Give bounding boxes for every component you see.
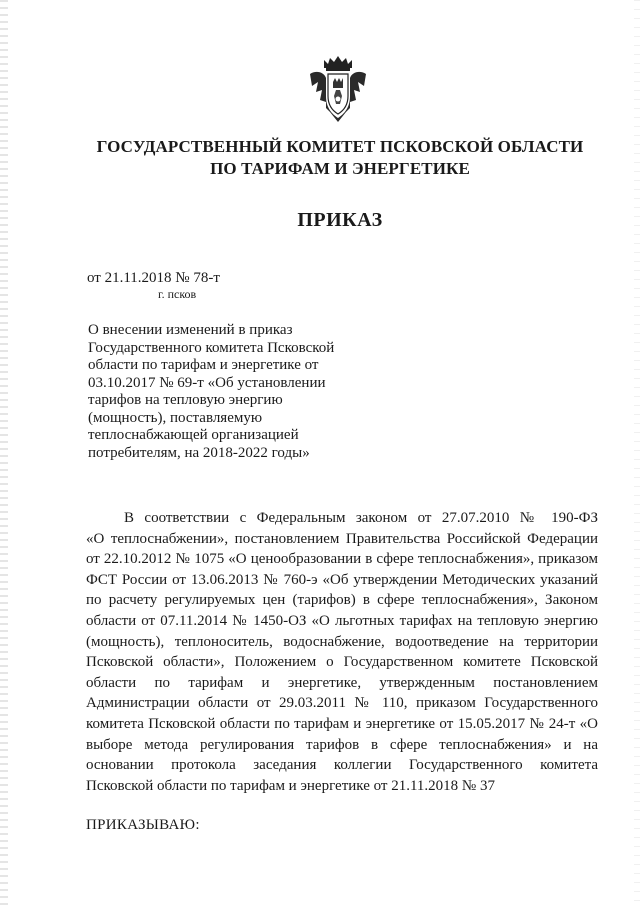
subject-line: О внесении изменений в приказ bbox=[88, 322, 293, 338]
preamble-line: комитета Псковской области по тарифам и энергетике от 15.05.2017 № 24-т «О bbox=[86, 715, 598, 732]
coat-of-arms-emblem bbox=[306, 52, 370, 124]
scan-edge-left bbox=[0, 0, 8, 905]
subject-line: теплоснабжающей организацией bbox=[88, 427, 299, 443]
organization-name-line2: ПО ТАРИФАМ И ЭНЕРГЕТИКЕ bbox=[210, 159, 470, 178]
order-command: ПРИКАЗЫВАЮ: bbox=[86, 817, 200, 833]
preamble-line: области по тарифам и энергетике, утвержденным постановлением bbox=[86, 674, 598, 691]
subject-line: тарифов на тепловую энергию bbox=[88, 392, 283, 408]
preamble-line: Администрации области от 29.03.2011 № 110, приказом Государственного bbox=[86, 695, 598, 712]
order-city: г. псков bbox=[158, 287, 197, 301]
preamble-line: по расчету регулируемых цен (тарифов) в сфере теплоснабжения», Законом bbox=[86, 592, 598, 609]
preamble-line: (мощность), теплоноситель, водоснабжение, водоотведение на территории bbox=[86, 633, 598, 650]
order-subject bbox=[88, 322, 378, 462]
order-date-number: от 21.11.2018 № 78-т bbox=[87, 270, 220, 286]
subject-line: потребителям, на 2018-2022 годы» bbox=[88, 444, 310, 461]
order-preamble bbox=[86, 508, 598, 796]
organization-name-line1: ГОСУДАРСТВЕННЫЙ КОМИТЕТ ПСКОВСКОЙ ОБЛАСТИ bbox=[96, 137, 584, 156]
document-type-title: ПРИКАЗ bbox=[297, 209, 383, 231]
subject-line: области по тарифам и энергетике от bbox=[88, 357, 319, 373]
preamble-line: «О теплоснабжении», постановлением Правительства Российской Федерации bbox=[86, 530, 598, 547]
preamble-line: основании протокола заседания коллегии Государственного комитета bbox=[86, 757, 598, 774]
preamble-line: выборе метода регулирования тарифов в сфере теплоснабжения» и на bbox=[86, 736, 598, 753]
subject-line: Государственного комитета Псковской bbox=[88, 339, 335, 356]
preamble-line: ФСТ России от 13.06.2013 № 760-э «Об утверждении Методических указаний bbox=[86, 571, 598, 588]
subject-line: (мощность), поставляемую bbox=[88, 409, 263, 426]
preamble-line: В соответствии с Федеральным законом от 27.07.2010 № 190-ФЗ bbox=[124, 510, 598, 526]
scan-edge-right bbox=[634, 0, 640, 905]
subject-line: 03.10.2017 № 69-т «Об установлении bbox=[88, 374, 326, 391]
preamble-line: Псковской области», Положением о Государственном комитете Псковской bbox=[86, 654, 598, 671]
preamble-line: области от 07.11.2014 № 1450-ОЗ «О льготных тарифах на тепловую энергию bbox=[86, 612, 598, 629]
preamble-line: от 22.10.2012 № 1075 «О ценообразовании в сфере теплоснабжения», приказом bbox=[86, 551, 598, 568]
preamble-line: Псковской области по тарифам и энергетике от 21.11.2018 № 37 bbox=[86, 777, 495, 794]
